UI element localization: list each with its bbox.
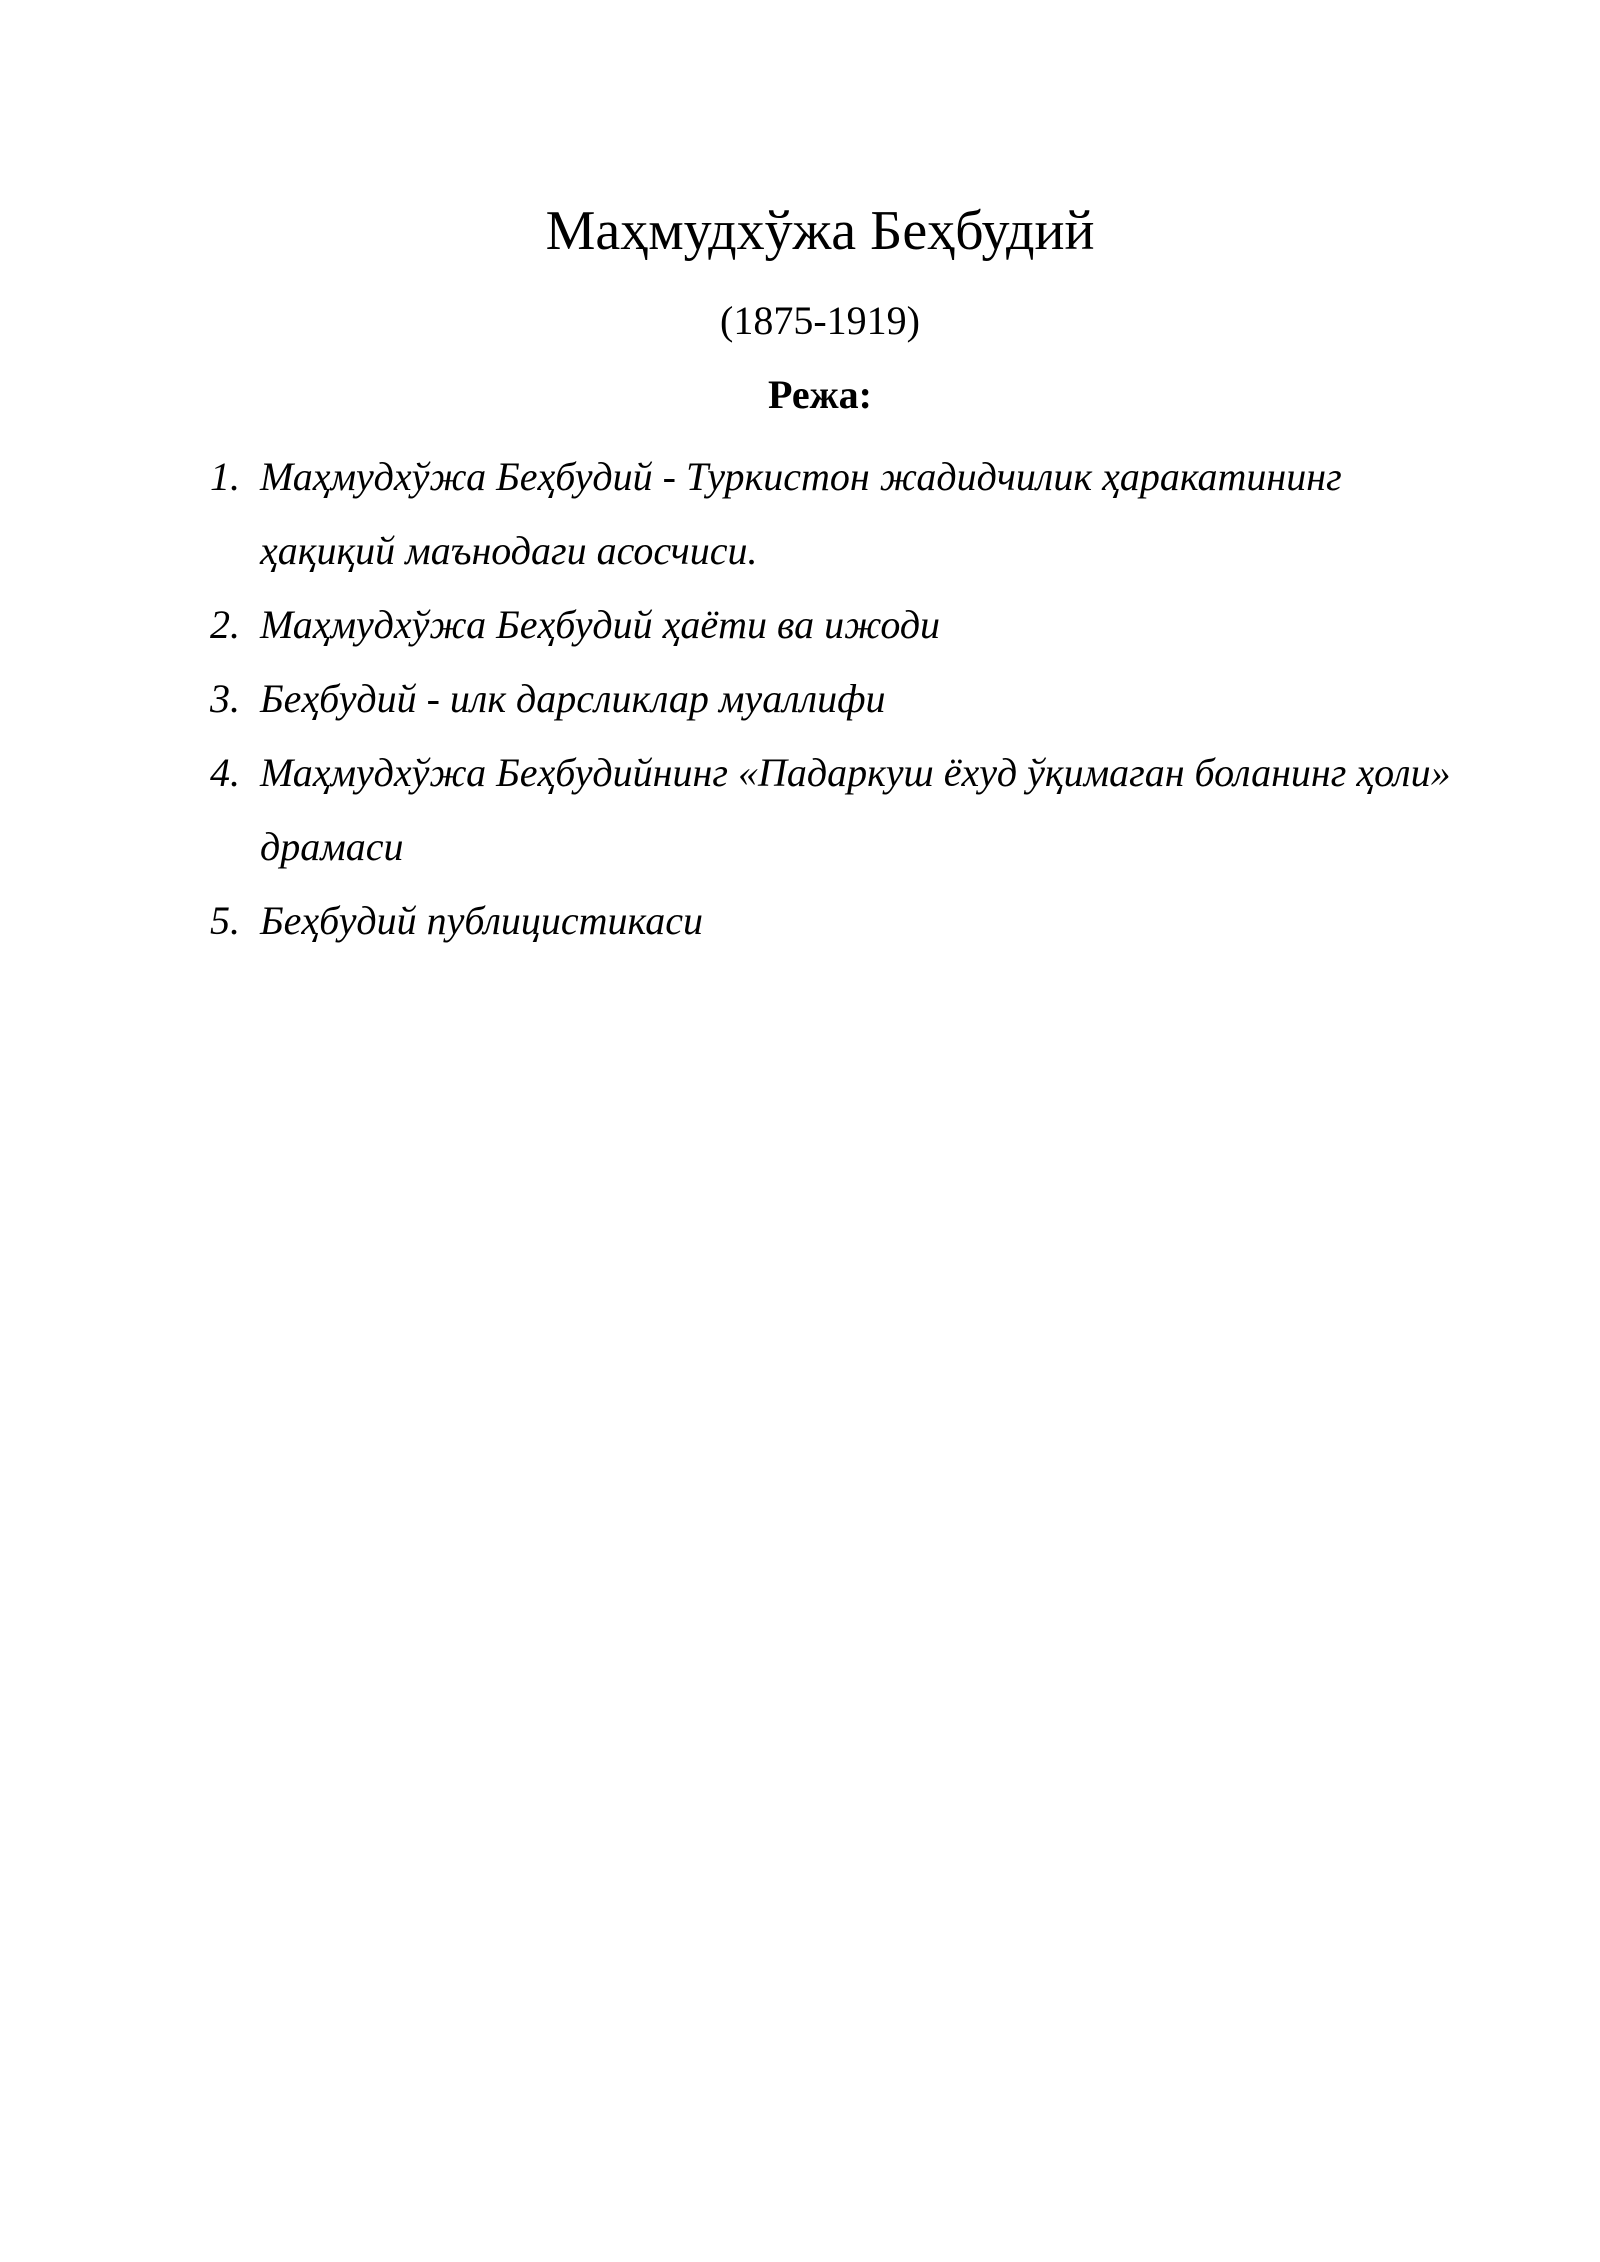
plan-item-3 (210, 662, 1460, 736)
plan-item-text: Маҳмудхўжа Беҳбудийнинг «Падаркуш ёхуд ўқимаган боланинг ҳоли» драмаси (260, 750, 1451, 869)
plan-heading: Режа: (768, 372, 872, 417)
plan-item-number: 4. (210, 750, 240, 795)
plan-item-number: 2. (210, 602, 240, 647)
plan-item-text: Маҳмудхўжа Беҳбудий - Туркистон жадидчилик ҳаракатининг ҳақиқий маънодаги асосчиси. (260, 454, 1342, 573)
plan-item-text: Беҳбудий публицистикаси (260, 898, 703, 943)
plan-item-5 (210, 884, 1460, 958)
plan-item-text: Беҳбудий - илк дарсликлар муаллифи (260, 676, 886, 721)
plan-item-2 (210, 588, 1460, 662)
plan-item-number: 5. (210, 898, 240, 943)
life-years: (1875-1919) (720, 298, 920, 343)
plan-item-1 (210, 440, 1460, 588)
plan-list (210, 440, 1460, 958)
document-title: Маҳмудхўжа Беҳбудий (545, 200, 1095, 262)
plan-item-number: 1. (210, 454, 240, 499)
plan-item-4 (210, 736, 1460, 884)
plan-item-number: 3. (210, 676, 240, 721)
plan-item-text: Маҳмудхўжа Беҳбудий ҳаёти ва ижоди (260, 602, 941, 647)
